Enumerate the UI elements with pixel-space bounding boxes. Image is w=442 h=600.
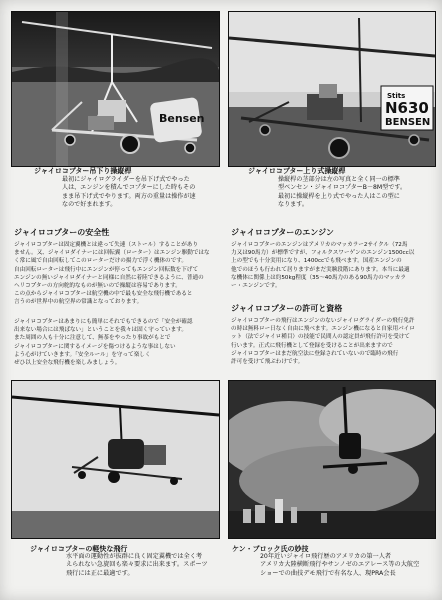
caption-line: 最初に操縦桿を上り式でやった人はこの型に: [278, 192, 400, 200]
safety-paragraph-2: [14, 318, 212, 367]
registration-number-text: N630: [385, 99, 429, 117]
paragraph-line: 力又は90馬力）が標準ですが、フォルクスワーゲンのエンジン1500cc以: [231, 250, 415, 257]
caption-bottom-left: [30, 545, 220, 579]
paragraph-line: 言うのが世界中の航空界の常識となっております。: [14, 299, 143, 306]
paragraph-line: ジャイロコプターのエンジンはアメリカのマッカラー2サイクル（72馬: [231, 242, 408, 248]
safety-paragraph: [14, 241, 212, 307]
paragraph-line: 他でのほうも行われて居りますがまだ実験段階にあります。本当に最適: [231, 266, 410, 273]
paragraph-line: の時は無料ロー日なく自由に飛べます。エンジン機になると自家用パイロ: [231, 326, 415, 333]
gyrocopter-illustration: [229, 381, 435, 538]
paragraph-line: く常に風で自由回転してこのローターだけの揚力で浮く機体のです。: [14, 258, 187, 265]
paragraph-line: 上の型でも十分実用になり、1400ccでも飛べます。国産エンジンの: [231, 258, 402, 265]
caption-line: えられない急旋回も楽々要求に出来ます。スポーツ: [66, 561, 208, 569]
caption-line: 20年近いジャイロ飛行歴のアメリカの第一人者: [260, 552, 392, 560]
caption-title: ジャイロコプター吊下り操縦桿: [34, 167, 132, 175]
caption-title: ケン・ブロック氏の妙技: [232, 545, 309, 553]
caption-top-left: [34, 167, 224, 210]
paragraph-line: ジャイロコプターはまだ航空法に登録されていないので臨時の飛行: [231, 350, 399, 357]
bensen-sign-text: BENSEN: [385, 117, 431, 128]
license-heading: ジャイロコプターの許可と資格: [231, 304, 343, 313]
caption-line: 人は、エンジンを積んでコプターにした時もその: [62, 184, 196, 192]
photo-hanging-stick-gyrocopter: [11, 11, 220, 167]
caption-line: 型ベンセン・ジャイロコプターB－8M型です。: [278, 184, 407, 192]
bensen-sign-text: Bensen: [159, 112, 205, 125]
paragraph-line: この点からジャイロコプターは航空機の中で最も安全な飛行機であると: [14, 291, 193, 298]
paragraph-line: ヘリコプターの方向舵的なものが無いので操縦は容易であります。: [14, 283, 181, 290]
paragraph-line: ット（法でジャイロ種目）の技能で民間人の認定員が飛行許可を受けて: [231, 334, 410, 341]
license-paragraph: [231, 317, 431, 366]
stits-sign-text: Stits: [387, 92, 406, 100]
caption-line: 最初にジャイログライダーを吊下げ式でやった: [62, 175, 190, 183]
caption-title: ジャイロコプターの軽快な飛行: [30, 545, 128, 553]
paragraph-line: 自由回転ローターは飛行中にエンジンが停ってもエンジン回転数を下げて: [14, 266, 199, 273]
paragraph-line: ー・エンジンです。: [231, 283, 281, 290]
paragraph-line: ジャイロコプターの飛行はエンジンのないジャイログライダーの飛行免許: [231, 318, 415, 324]
paragraph-line: 行います。正式に飛行機として登録を受けることが出来ますので: [231, 342, 393, 349]
photo-standing-stick-gyrocopter: [228, 11, 436, 167]
caption-top-right: [248, 167, 438, 210]
paragraph-line: ジャイロコプターはあまりにも簡単にそれでもできるので「安全が確認: [14, 319, 193, 325]
paragraph-line: また周囲の人も十分に注意して、無茶をやったり事故がもとで: [14, 335, 171, 342]
paragraph-line: ぜひ以上安全な飛行機を楽しみましょう。: [14, 360, 121, 367]
photo-ken-brock-flight: [228, 380, 436, 539]
photo-gyrocopter-in-flight: [11, 380, 220, 539]
caption-line: なります。: [278, 201, 308, 209]
caption-line: 操縦桿の茎部分は左の写真と全く同一の標準: [278, 175, 400, 183]
gyrocopter-illustration: [229, 12, 435, 166]
caption-line: 水平面の運動性が抜群に良く固定翼機では全く考: [66, 552, 203, 560]
paragraph-line: 出来ない場合には飛ばない」ということを我々は固く守っています。: [14, 327, 187, 334]
paragraph-line: ません。又、ジャイロダイナーには回転翼（ローター）はエンジン駆動ではな: [14, 250, 210, 257]
paragraph-line: ジャイロコプターに関するイメージを傷つけるような事はしない: [14, 343, 176, 350]
caption-line: 飛行には正に最適です。: [66, 570, 134, 578]
caption-line: ショーでの曲技デモ飛行で有名な人、現PRA会長: [260, 570, 396, 578]
caption-line: アメリカ大陸横断飛行やサンノゼのエアレース等の大航空: [260, 561, 420, 569]
gyrocopter-illustration: [12, 12, 219, 166]
gyrocopter-illustration: [12, 381, 219, 538]
paragraph-line: エンジンの無いジャイロダイナーと同様に自然に着陸できるように、普通の: [14, 274, 204, 281]
caption-title: ジャイロコプター上り式操縦桿: [248, 167, 346, 175]
caption-line: なので好まれます。: [62, 201, 117, 209]
engine-paragraph: [231, 241, 431, 290]
safety-heading: ジャイロコプターの安全性: [14, 228, 110, 237]
caption-line: まま吊下げ式でやります。両方の重量は操作が速: [62, 192, 196, 200]
paragraph-line: な機体に関係上は約50kg程度（35～40馬力のある90馬力のマッカラ: [231, 274, 406, 281]
paragraph-line: よう心がけていきます。「安全ルール」を守って楽しく: [14, 351, 151, 358]
paragraph-line: 許可を受けて飛ぶわけです。: [231, 359, 304, 366]
caption-bottom-right: [232, 545, 436, 579]
engine-heading: ジャイロコプターのエンジン: [231, 228, 334, 237]
paragraph-line: ジャイロコプターは固定翼機とは違って失速（ストール）することがあり: [14, 242, 198, 248]
